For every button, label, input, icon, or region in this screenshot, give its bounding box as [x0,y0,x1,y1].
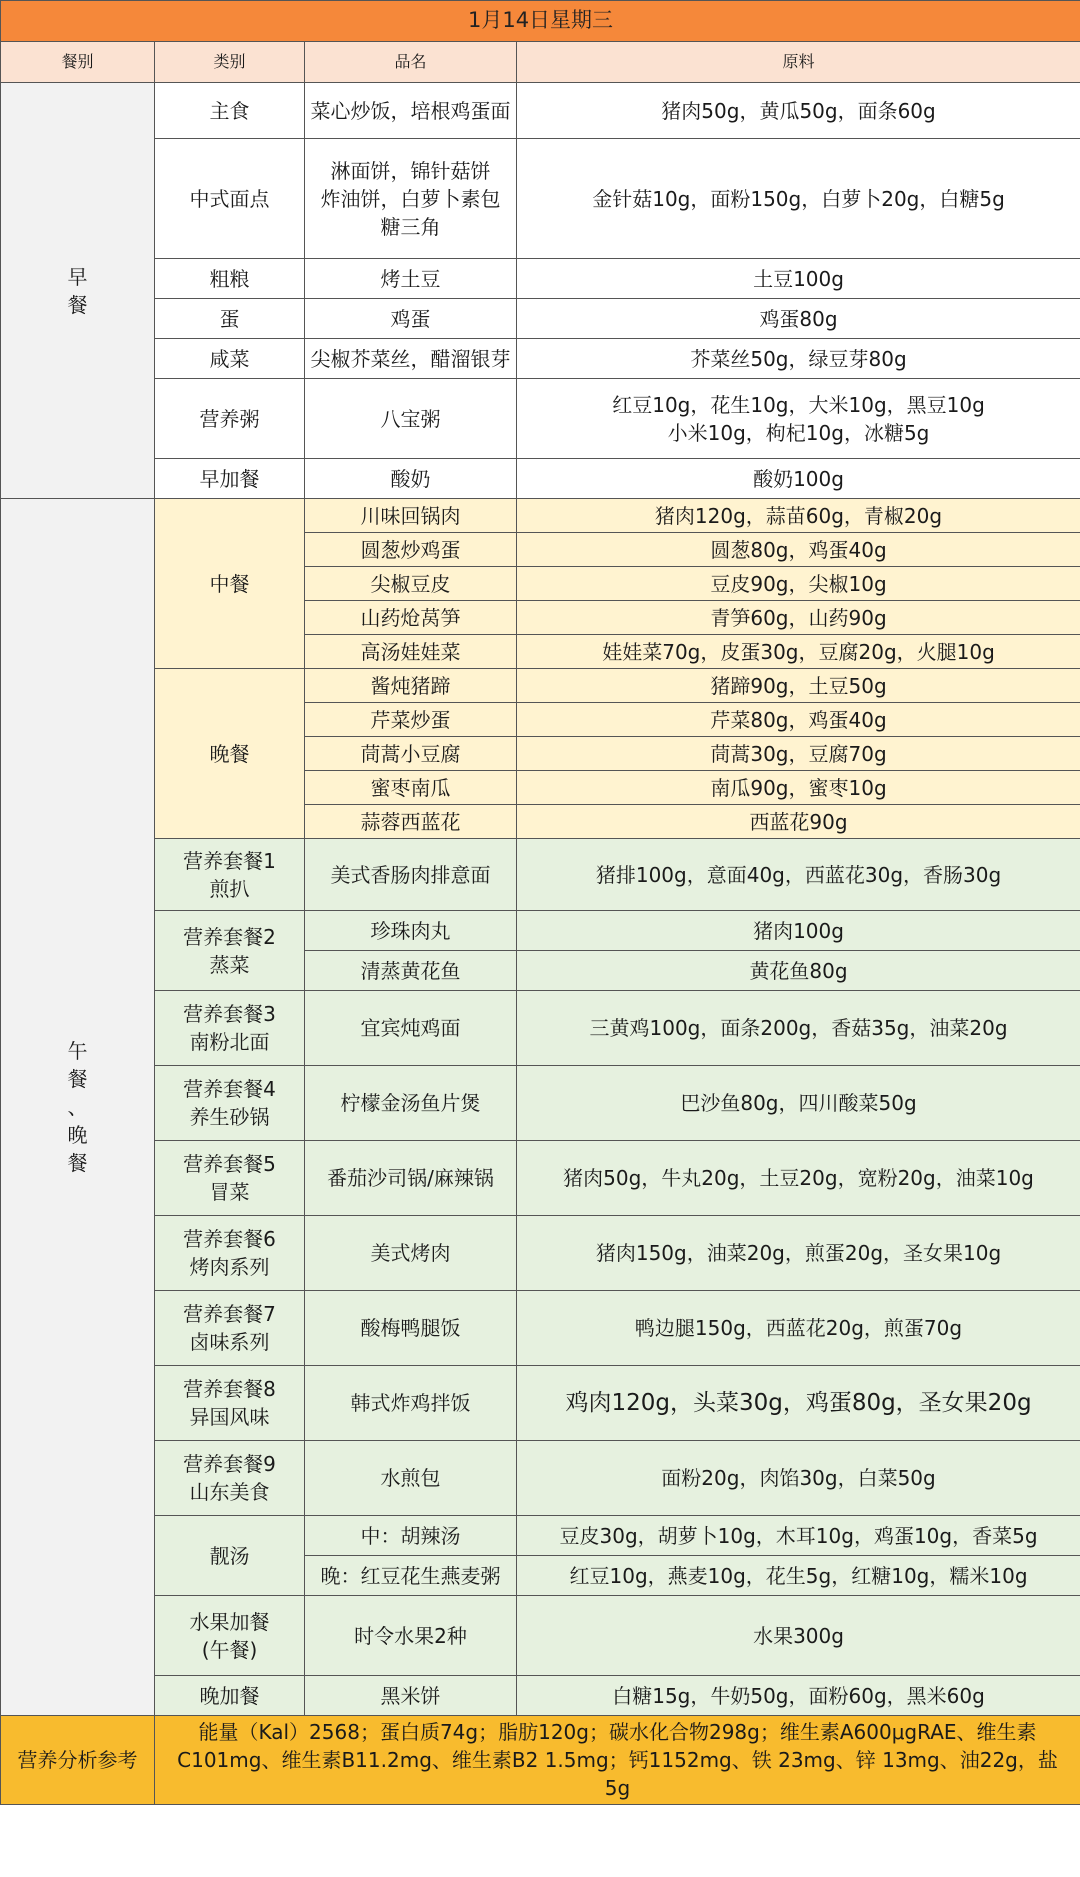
meal-label-char: 晚 [67,1123,88,1147]
lunch-dinner-row [1,669,1080,703]
lunch-dinner-row [1,1676,1080,1716]
dish-cell [305,83,517,139]
menu-title: 1月14日星期三 [1,1,1080,42]
category-line: 烤肉系列 [189,1255,270,1279]
category-line: 南粉北面 [189,1030,270,1054]
ingredients-line: 猪肉50g，黄瓜50g，面条60g [661,98,936,123]
lunch-dinner-row [1,1141,1080,1216]
breakfast-row [1,339,1080,379]
ingredients-cell: 鸭边腿150g，西蓝花20g，煎蛋70g [517,1291,1080,1366]
category-line: 营养套餐7 [183,1302,276,1326]
category-cell: 蛋 [155,299,305,339]
category-cell: 咸菜 [155,339,305,379]
category-line: 营养套餐1 [183,848,276,873]
dish-cell: 番茄沙司锅/麻辣锅 [305,1141,517,1216]
dish-cell: 黑米饼 [305,1676,517,1716]
ingredients-cell [517,379,1080,459]
ingredients-line: 小米10g，枸杞10g，冰糖5g [667,420,930,445]
lunch-dinner-row [1,1216,1080,1291]
breakfast-row [1,299,1080,339]
ingredients-cell [517,459,1080,499]
ingredients-cell: 猪肉100g [517,911,1080,951]
lunch-dinner-row [1,839,1080,911]
dish-cell: 晚：红豆花生燕麦粥 [305,1556,517,1596]
category-line: 营养套餐9 [183,1452,276,1476]
lunch-dinner-row [1,1066,1080,1141]
nutrition-label: 营养分析参考 [1,1716,155,1805]
dish-cell: 山药炝莴笋 [305,601,517,635]
dish-cell: 川味回锅肉 [305,499,517,533]
lunch-dinner-row [1,1291,1080,1366]
header-meal: 餐别 [1,42,155,83]
lunch-dinner-row [1,1441,1080,1516]
category-cell [155,1516,305,1596]
dish-cell: 韩式炸鸡拌饭 [305,1366,517,1441]
breakfast-row [1,459,1080,499]
ingredients-cell: 面粉20g，肉馅30g，白菜50g [517,1441,1080,1516]
header-dish: 品名 [305,42,517,83]
ingredients-cell: 白糖15g，牛奶50g，面粉60g，黑米60g [517,1676,1080,1716]
ingredients-cell: 青笋60g，山药90g [517,601,1080,635]
ingredients-cell: 茼蒿30g，豆腐70g [517,737,1080,771]
meal-label-char: 餐 [67,1067,88,1091]
category-cell [155,1066,305,1141]
dish-cell: 清蒸黄花鱼 [305,951,517,991]
category-cell [155,1366,305,1441]
dish-cell [305,379,517,459]
dish-cell [305,259,517,299]
category-cell [155,911,305,991]
dish-line: 炸油饼，白萝卜素包 [320,186,501,211]
meal-lunch-dinner [1,499,155,1716]
dish-cell: 蜜枣南瓜 [305,771,517,805]
breakfast-row [1,83,1080,139]
dish-cell: 高汤娃娃菜 [305,635,517,669]
dish-cell [305,339,517,379]
category-line: 卤味系列 [189,1330,270,1354]
category-line: 营养套餐6 [183,1227,276,1251]
category-line: 煎扒 [209,876,250,901]
dish-line: 淋面饼，锦针菇饼 [330,158,491,183]
ingredients-cell [517,259,1080,299]
ingredients-cell: 红豆10g，燕麦10g，花生5g，红糖10g，糯米10g [517,1556,1080,1596]
breakfast-row [1,259,1080,299]
ingredients-cell [517,339,1080,379]
dish-line: 糖三角 [380,214,441,239]
title-row [1,1,1080,42]
ingredients-line: 酸奶100g [753,466,844,491]
lunch-dinner-row [1,499,1080,533]
dish-cell: 尖椒豆皮 [305,567,517,601]
dish-cell: 蒜蓉西蓝花 [305,805,517,839]
category-cell: 粗粮 [155,259,305,299]
category-line: 营养套餐3 [183,1002,276,1026]
ingredients-cell: 黄花鱼80g [517,951,1080,991]
ingredients-cell: 水果300g [517,1596,1080,1676]
ingredients-cell [517,139,1080,259]
ingredients-cell: 豆皮30g，胡萝卜10g，木耳10g，鸡蛋10g，香菜5g [517,1516,1080,1556]
lunch-dinner-row [1,1516,1080,1556]
meal-label-char: 早 [67,264,88,289]
ingredients-cell: 南瓜90g，蜜枣10g [517,771,1080,805]
ingredients-cell: 猪肉150g，油菜20g，煎蛋20g，圣女果10g [517,1216,1080,1291]
category-line: 营养套餐8 [183,1377,276,1401]
category-cell: 营养粥 [155,379,305,459]
category-line: (午餐) [201,1637,258,1662]
ingredients-cell: 巴沙鱼80g，四川酸菜50g [517,1066,1080,1141]
meal-label-char: 餐 [67,1151,88,1175]
category-cell [155,1596,305,1676]
ingredients-cell [517,299,1080,339]
category-cell [155,839,305,911]
meal-breakfast [1,83,155,499]
category-line: 养生砂锅 [189,1105,270,1129]
dish-cell [305,299,517,339]
ingredients-cell: 猪肉120g，蒜苗60g，青椒20g [517,499,1080,533]
category-line: 山东美食 [189,1480,270,1504]
dish-line: 烤土豆 [380,266,441,291]
category-line: 晚加餐 [199,1683,260,1708]
ingredients-line: 鸡蛋80g [759,306,838,331]
ingredients-cell: 三黄鸡100g，面条200g，香菇35g，油菜20g [517,991,1080,1066]
ingredients-cell: 芹菜80g，鸡蛋40g [517,703,1080,737]
dish-cell: 时令水果2种 [305,1596,517,1676]
breakfast-row [1,379,1080,459]
category-cell: 中式面点 [155,139,305,259]
category-line: 冒菜 [209,1180,250,1204]
nutrition-row [1,1716,1080,1805]
dish-cell: 水煎包 [305,1441,517,1516]
ingredients-line: 芥菜丝50g，绿豆芽80g [690,346,907,371]
dish-line: 鸡蛋 [390,306,431,331]
category-cell: 主食 [155,83,305,139]
meal-label-char: 午 [67,1039,88,1063]
ingredients-cell: 猪蹄90g，土豆50g [517,669,1080,703]
lunch-dinner-row [1,1596,1080,1676]
category-cell [155,1141,305,1216]
category-cell: 中餐 [155,499,305,669]
ingredients-cell: 鸡肉120g，头菜30g，鸡蛋80g，圣女果20g [517,1366,1080,1441]
ingredients-cell: 猪肉50g，牛丸20g，土豆20g，宽粉20g，油菜10g [517,1141,1080,1216]
ingredients-line: 土豆100g [753,266,844,291]
dish-cell: 酱炖猪蹄 [305,669,517,703]
category-line: 水果加餐 [189,1609,270,1634]
dish-cell [305,139,517,259]
ingredients-cell: 豆皮90g，尖椒10g [517,567,1080,601]
category-line: 营养套餐2 [183,924,276,949]
ingredients-cell: 娃娃菜70g，皮蛋30g，豆腐20g，火腿10g [517,635,1080,669]
header-row [1,42,1080,83]
ingredients-cell: 猪排100g，意面40g，西蓝花30g，香肠30g [517,839,1080,911]
category-cell [155,1676,305,1716]
category-cell [155,1441,305,1516]
category-line: 营养套餐5 [183,1152,276,1176]
breakfast-row [1,139,1080,259]
dish-line: 尖椒芥菜丝，醋溜银芽 [310,346,511,371]
dish-cell: 柠檬金汤鱼片煲 [305,1066,517,1141]
dish-cell: 茼蒿小豆腐 [305,737,517,771]
category-cell [155,1291,305,1366]
category-cell [155,1216,305,1291]
ingredients-line: 金针菇10g，面粉150g，白萝卜20g，白糖5g [592,186,1005,211]
dish-cell: 美式香肠肉排意面 [305,839,517,911]
header-ingredients: 原料 [517,42,1080,83]
category-line: 营养套餐4 [183,1077,276,1101]
dish-cell: 酸梅鸭腿饭 [305,1291,517,1366]
lunch-dinner-row [1,991,1080,1066]
dish-line: 菜心炒饭，培根鸡蛋面 [310,98,511,123]
ingredients-cell: 西蓝花90g [517,805,1080,839]
category-line: 靓汤 [209,1543,250,1568]
dish-line: 八宝粥 [380,406,441,431]
dish-cell: 芹菜炒蛋 [305,703,517,737]
ingredients-cell: 圆葱80g，鸡蛋40g [517,533,1080,567]
dish-cell: 美式烤肉 [305,1216,517,1291]
lunch-dinner-row [1,911,1080,951]
lunch-dinner-row [1,1366,1080,1441]
dish-cell: 中：胡辣汤 [305,1516,517,1556]
ingredients-cell [517,83,1080,139]
dish-cell: 宜宾炖鸡面 [305,991,517,1066]
dish-cell: 圆葱炒鸡蛋 [305,533,517,567]
category-line: 蒸菜 [209,952,250,977]
meal-label-char: 、 [67,1095,88,1119]
nutrition-text: 能量（Kal）2568；蛋白质74g；脂肪120g；碳水化合物298g；维生素A600μgRAE、维生素C101mg、维生素B11.2mg、维生素B2 1.5mg；钙1152mg、铁 23mg、锌 13mg、油22g，盐5g [155,1716,1080,1805]
dish-line: 酸奶 [390,466,431,491]
dish-cell: 珍珠肉丸 [305,911,517,951]
category-cell: 早加餐 [155,459,305,499]
category-cell [155,991,305,1066]
dish-cell [305,459,517,499]
ingredients-line: 红豆10g，花生10g，大米10g，黑豆10g [612,392,985,417]
meal-label-char: 餐 [67,292,88,317]
category-line: 异国风味 [189,1405,270,1429]
category-cell: 晚餐 [155,669,305,839]
header-category: 类别 [155,42,305,83]
